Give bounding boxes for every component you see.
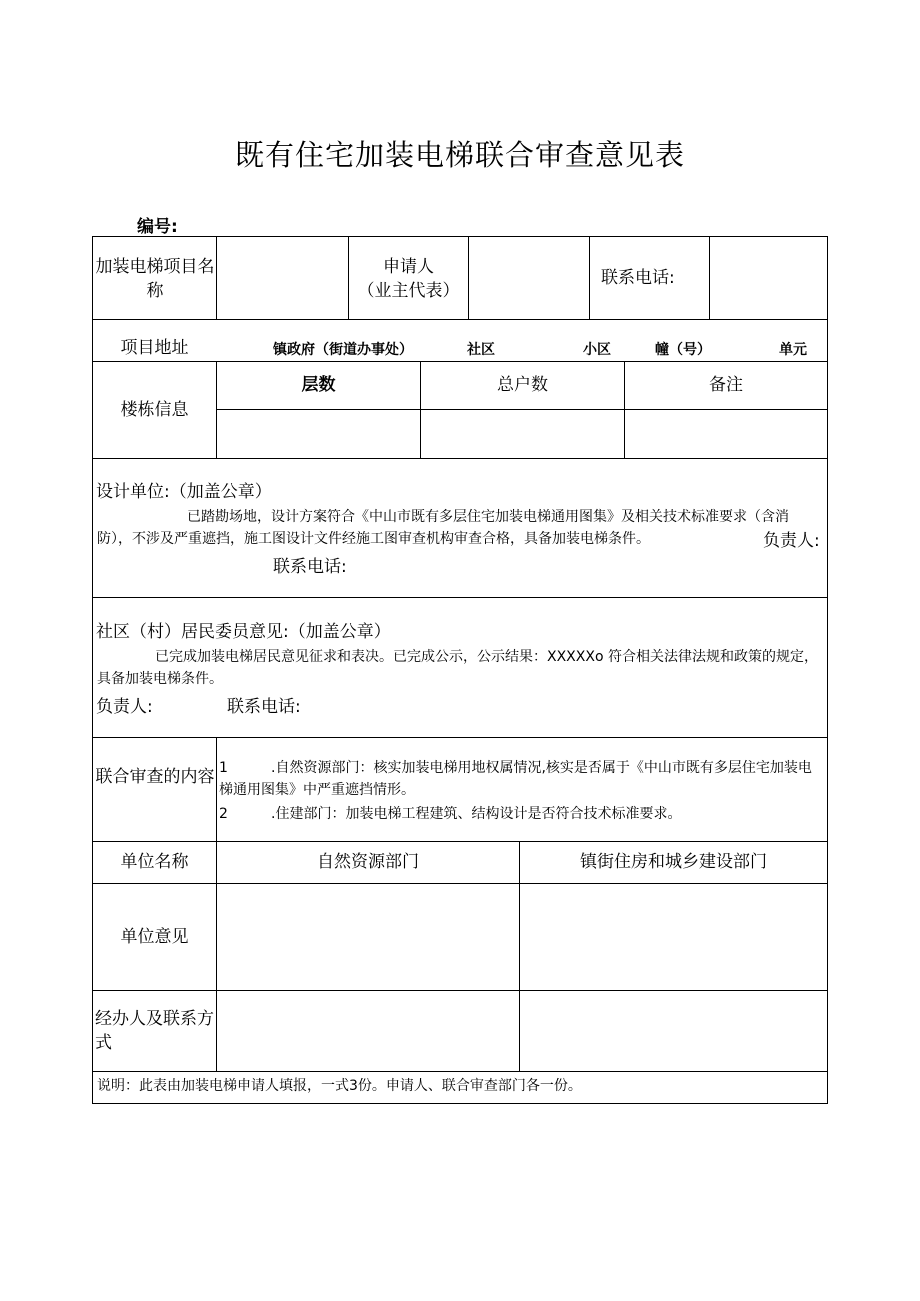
- address-community: 社区: [467, 342, 495, 358]
- review-item-1-text: .自然资源部门：核实加装电梯用地权属情况,核实是否属于《中山市既有多层住宅加装电梯通用图集》中严重遮挡情形。: [219, 760, 812, 798]
- unit-housing-construction: 镇街住房和城乡建设部门: [580, 852, 767, 872]
- address-building: 幢（号）: [655, 342, 711, 358]
- address-estate: 小区: [583, 342, 611, 358]
- review-item-2-number: 2: [219, 806, 228, 822]
- remarks-header: 备注: [709, 375, 743, 395]
- serial-number-label: 编号:: [137, 217, 178, 237]
- community-phone-label: 联系电话:: [227, 697, 301, 717]
- community-statement: 已完成加装电梯居民意见征求和表决。已完成公示，公示结果：XXXXXo 符合相关法律法规和政策的规定，具备加装电梯条件。: [97, 649, 818, 687]
- applicant-label: 申请人 （业主代表）: [357, 257, 460, 301]
- form-title: 既有住宅加装电梯联合审查意见表: [234, 138, 685, 172]
- building-info-label: 楼栋信息: [120, 400, 189, 420]
- handler-contact-label: 经办人及联系方式: [95, 1009, 214, 1053]
- households-header: 总户数: [497, 375, 548, 395]
- unit-opinion-label: 单位意见: [120, 927, 189, 947]
- review-item-2-text: .住建部门：加装电梯工程建筑、结构设计是否符合技术标准要求。: [271, 806, 682, 822]
- joint-review-label: 联合审查的内容: [95, 767, 215, 787]
- unit-name-label: 单位名称: [120, 852, 189, 872]
- design-phone-label: 联系电话:: [273, 557, 347, 577]
- community-responsible-label: 负责人:: [96, 697, 153, 717]
- design-responsible-label: 负责人:: [763, 531, 820, 551]
- project-name-label: 加装电梯项目名称: [95, 257, 215, 301]
- floors-header: 层数: [301, 375, 336, 395]
- review-item-1-number: 1: [219, 760, 228, 776]
- design-unit-header: 设计单位:（加盖公章）: [96, 482, 272, 502]
- community-header: 社区（村）居民委员意见:（加盖公章）: [96, 622, 391, 642]
- address-unit: 单元: [779, 342, 807, 358]
- address-label: 项目地址: [120, 338, 189, 358]
- form-note: 说明：此表由加装电梯申请人填报，一式3份。申请人、联合审查部门各一份。: [97, 1078, 582, 1094]
- phone-label: 联系电话:: [601, 268, 675, 288]
- review-form-table: [92, 236, 828, 1104]
- unit-natural-resources: 自然资源部门: [317, 852, 419, 872]
- address-town: 镇政府（街道办事处）: [273, 342, 413, 358]
- design-unit-statement: 已踏勘场地，设计方案符合《中山市既有多层住宅加装电梯通用图集》及相关技术标准要求（含消防），不涉及严重遮挡，施工图设计文件经施工图审查机构审查合格，具备加装电梯条件。: [97, 509, 789, 547]
